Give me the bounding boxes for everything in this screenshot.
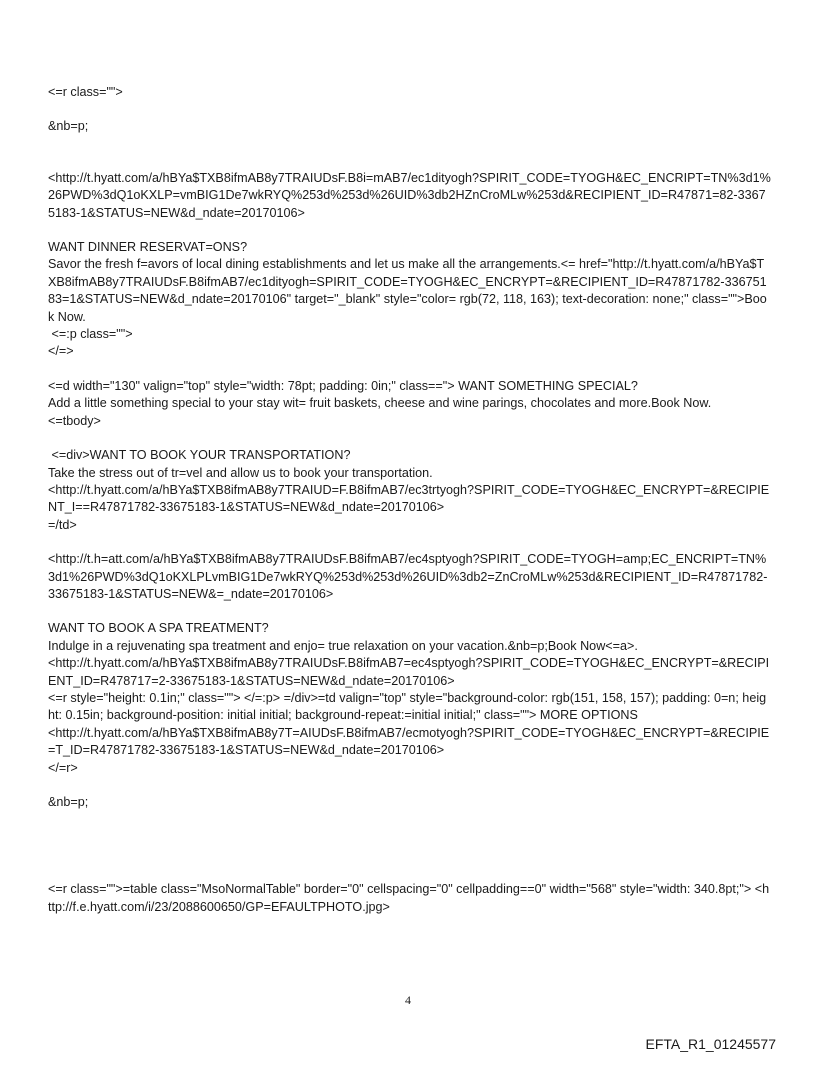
text-line: &nb=p; [48, 119, 89, 134]
text-line: </=> [48, 344, 74, 359]
text-line: <http://t.hyatt.com/a/hBYa$TXB8ifmAB8y7TRAIUDsF.B8ifmAB7=ec4sptyogh?SPIRIT_CODE=TYOGH&EC_ENCRYPT=&RECIPIENT_ID=R478717=2-33675183-1&STATUS=NEW&d_ndate=20170106> [48, 656, 770, 688]
text-line: <http://t.h=att.com/a/hBYa$TXB8ifmAB8y7TRAIUDsF.B8ifmAB7/ec4sptyogh?SPIRIT_CODE=TYOGH=amp;EC_ENCRIPT=TN%3d1%26PWD%3dQ1oKXLPLvmBIG1De7wkRYQ%253d%253d%26UID%3db2=ZnCroMLw%253d&RECIPIENT_ID=R47871782-33675183-1&STATUS=NEW&=_ndate=20170106> [48, 552, 768, 601]
text-line: </=r> [48, 760, 78, 775]
text-line: <=r class=""> [48, 85, 123, 99]
text-line: <http://t.hyatt.com/a/hBYa$TXB8ifmAB8y7TRAIUD=F.B8ifmAB7/ec3trtyogh?SPIRIT_CODE=TYOGH&EC_ENCRYPT=&RECIPIENT_I==R47871782-33675183-1&STATUS=NEW&d_ndate=20170106> [48, 482, 770, 515]
text-line: <http://t.hyatt.com/a/hBYa$TXB8ifmAB8y7TRAIUDsF.B8i=mAB7/ec1dityogh?SPIRIT_CODE=TYOGH&EC_ENCRIPT=TN%3d1%26PWD%3dQ1oKXLP=vmBIG1De7wkRYQ%253d%253d%26UID%3db2HZnCroMLw%253d&RECIPIENT_ID=R47871=82-33675183-1&STATUS=NEW&d_ndate=20170106> [48, 170, 771, 220]
text-line: <=:p class=""> [48, 327, 133, 342]
text-line: <=r class="">=table class="MsoNormalTable" border="0" cellspacing="0" cellpadding==0" width="568" style="width: 340.8pt;"> <http://f.e.hyatt.com/i/23/2088600650/GP=EFAULTPHOTO.jpg> [48, 882, 770, 914]
text-line: Add a little something special to your stay wit= fruit baskets, cheese and wine parings, chocolates and more.Book Now. [48, 396, 712, 411]
page-number: 4 [405, 993, 411, 1007]
text-line: <http://t.hyatt.com/a/hBYa$TXB8ifmAB8y7T=AIUDsF.B8ifmAB7/ecmotyogh?SPIRIT_CODE=TYOGH&EC_ENCRYPT=&RECIPIE=T_ID=R47871782-33675183-1&STATUS=NEW&d_ndate=20170106> [48, 725, 770, 758]
text-line: =/td> [48, 517, 77, 532]
text-line: &nb=p; [48, 795, 89, 809]
text-line: Take the stress out of tr=vel and allow us to book your transportation. [48, 465, 433, 480]
text-line: <=div>WANT TO BOOK YOUR TRANSPORTATION? [48, 448, 351, 463]
text-line: <=tbody> [48, 413, 101, 428]
text-line: WANT DINNER RESERVAT=ONS? [48, 240, 248, 255]
text-line: <=d width="130" valign="top" style="width: 78pt; padding: 0in;" class=="> WANT SOMETHING SPECIAL? [48, 378, 638, 393]
text-line: <=r style="height: 0.1in;" class=""> </=:p> =/div>=td valign="top" style="background-color: rgb(151, 158, 157); padding: 0=n; height: 0.15in; background-position: initial initial; background-repeat:=initial initial;" class=""> MORE OPTIONS [48, 690, 767, 723]
document-body [48, 84, 772, 916]
text-line: Indulge in a rejuvenating spa treatment and enjo= true relaxation on your vacation.&nb=p;Book Now<=a>. [48, 638, 638, 653]
text-line: Savor the fresh f=avors of local dining establishments and let us make all the arrangements.<= href="http://t.hyatt.com/a/hBYa$TXB8ifmAB8y7TRAIUDsF.B8ifmAB7/ec1dityogh=SPIRIT_CODE=TYOGH&EC_ENCRYPT=&RECIPIENT_ID=R47871782-33675183=1&STATUS=NEW&d_ndate=20170106" target="_blank" style="color= rgb(72, 118, 163); text-decoration: none;" class="">Book Now. [48, 257, 767, 324]
text-line: WANT TO BOOK A SPA TREATMENT? [48, 621, 269, 636]
document-id: EFTA_R1_01245577 [645, 1036, 776, 1052]
